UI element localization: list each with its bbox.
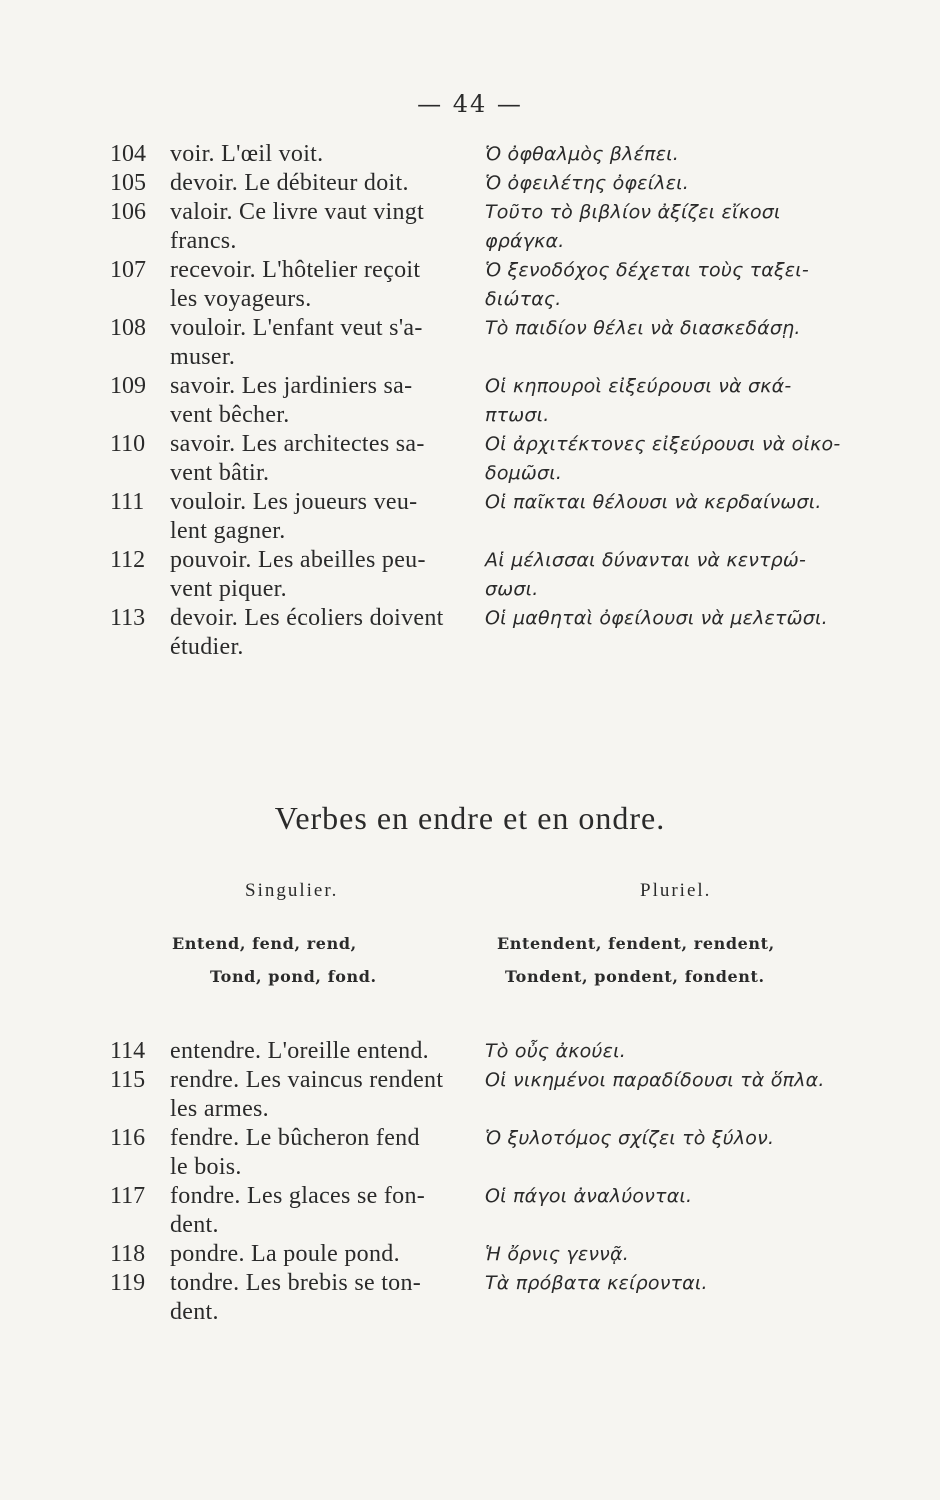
entry-number: 117 xyxy=(110,1183,146,1209)
entry-row xyxy=(110,1182,900,1240)
french-line: devoir. Le débiteur doit. xyxy=(170,170,409,196)
greek-text xyxy=(485,256,900,314)
entry-row xyxy=(110,604,900,662)
greek-text xyxy=(485,1037,900,1066)
greek-line: φράγκα. xyxy=(485,230,565,252)
french-text xyxy=(170,1240,485,1269)
greek-line: Τὸ παιδίον θέλει νὰ διασκεδάσῃ. xyxy=(485,317,801,339)
french-line: savoir. Les jardiniers sa- xyxy=(170,373,413,399)
greek-text xyxy=(485,604,900,662)
entry-number: 111 xyxy=(110,489,145,515)
greek-line: Ὁ ὀφθαλμὸς βλέπει. xyxy=(485,143,680,165)
plural-forms-2: Tondent, pondent, fondent. xyxy=(505,967,765,986)
entry-row xyxy=(110,314,900,372)
french-text xyxy=(170,430,485,488)
greek-line: δομῶσι. xyxy=(485,462,563,484)
greek-text xyxy=(485,488,900,546)
entry-number: 115 xyxy=(110,1067,146,1093)
greek-line: Αἱ μέλισσαι δύνανται νὰ κεντρώ- xyxy=(485,549,807,571)
french-line: le bois. xyxy=(170,1154,242,1180)
french-line: vouloir. L'enfant veut s'a- xyxy=(170,315,423,341)
french-line: pondre. La poule pond. xyxy=(170,1241,400,1267)
entry-number: 109 xyxy=(110,373,146,399)
entry-number: 114 xyxy=(110,1038,146,1064)
french-line: vent piquer. xyxy=(170,576,287,602)
french-text xyxy=(170,1124,485,1182)
plural-header: Pluriel. xyxy=(640,880,712,901)
entry-row xyxy=(110,1066,900,1124)
french-text xyxy=(170,169,485,198)
entry-row xyxy=(110,198,900,256)
greek-line: Οἱ πάγοι ἀναλύονται. xyxy=(485,1185,693,1207)
french-line: vouloir. Les joueurs veu- xyxy=(170,489,418,515)
french-line: francs. xyxy=(170,228,237,254)
entry-row xyxy=(110,1269,900,1327)
entry-row xyxy=(110,140,900,169)
french-line: fendre. Le bûcheron fend xyxy=(170,1125,420,1151)
greek-text xyxy=(485,1066,900,1124)
entry-row xyxy=(110,1037,900,1066)
greek-text xyxy=(485,430,900,488)
greek-line: Οἱ ἀρχιτέκτονες εἰξεύρουσι νὰ οἰκο- xyxy=(485,433,841,455)
french-line: fondre. Les glaces se fon- xyxy=(170,1183,426,1209)
section-title: Verbes en endre et en ondre. xyxy=(274,800,666,836)
french-text xyxy=(170,604,485,662)
entries-list-first xyxy=(110,140,900,662)
singular-header: Singulier. xyxy=(245,880,339,901)
greek-line: πτωσι. xyxy=(485,404,550,426)
entry-number: 110 xyxy=(110,431,146,457)
greek-text xyxy=(485,1182,900,1240)
french-line: les voyageurs. xyxy=(170,286,312,312)
singular-forms-1: Entend, fend, rend, xyxy=(172,934,357,953)
french-text xyxy=(170,1066,485,1124)
french-text xyxy=(170,1269,485,1327)
french-text xyxy=(170,314,485,372)
entry-number: 119 xyxy=(110,1270,146,1296)
french-line: voir. L'œil voit. xyxy=(170,141,324,167)
french-text xyxy=(170,372,485,430)
french-line: dent. xyxy=(170,1299,219,1325)
french-text xyxy=(170,256,485,314)
entry-number: 108 xyxy=(110,315,146,341)
french-text xyxy=(170,140,485,169)
french-line: rendre. Les vaincus rendent xyxy=(170,1067,444,1093)
greek-text xyxy=(485,169,900,198)
entry-number: 118 xyxy=(110,1241,146,1267)
entry-row xyxy=(110,488,900,546)
french-line: devoir. Les écoliers doivent xyxy=(170,605,444,631)
greek-text xyxy=(485,140,900,169)
french-line: pouvoir. Les abeilles peu- xyxy=(170,547,426,573)
french-text xyxy=(170,198,485,256)
greek-text xyxy=(485,1124,900,1182)
french-line: étudier. xyxy=(170,634,244,660)
greek-line: Οἱ κηπουροὶ εἰξεύρουσι νὰ σκά- xyxy=(485,375,792,397)
greek-text xyxy=(485,198,900,256)
entry-row xyxy=(110,1240,900,1269)
french-line: tondre. Les brebis se ton- xyxy=(170,1270,422,1296)
french-text xyxy=(170,546,485,604)
greek-line: Τὰ πρόβατα κείρονται. xyxy=(485,1272,708,1294)
entry-number: 112 xyxy=(110,547,146,573)
entry-number: 116 xyxy=(110,1125,146,1151)
entry-row xyxy=(110,169,900,198)
greek-line: διώτας. xyxy=(485,288,562,310)
entry-number: 113 xyxy=(110,605,146,631)
french-text xyxy=(170,1037,485,1066)
greek-line: Ὁ ξυλοτόμος σχίζει τὸ ξύλον. xyxy=(485,1127,775,1149)
page-number: — 44 — xyxy=(417,90,523,118)
greek-line: Οἱ νικημένοι παραδίδουσι τὰ ὅπλα. xyxy=(485,1069,825,1091)
entries-list-second xyxy=(110,1037,900,1327)
entry-number: 107 xyxy=(110,257,146,283)
french-line: les armes. xyxy=(170,1096,269,1122)
greek-line: Ἡ ὄρνις γεννᾷ. xyxy=(485,1243,629,1265)
entry-row xyxy=(110,256,900,314)
greek-text xyxy=(485,1269,900,1327)
greek-text xyxy=(485,1240,900,1269)
entry-number: 104 xyxy=(110,141,146,167)
french-line: vent bâtir. xyxy=(170,460,270,486)
greek-line: Οἱ μαθηταὶ ὀφείλουσι νὰ μελετῶσι. xyxy=(485,607,828,629)
french-line: savoir. Les architectes sa- xyxy=(170,431,425,457)
entry-number: 105 xyxy=(110,170,146,196)
french-line: valoir. Ce livre vaut vingt xyxy=(170,199,425,225)
greek-text xyxy=(485,314,900,372)
greek-line: Τὸ οὖς ἀκούει. xyxy=(485,1040,626,1062)
entry-row xyxy=(110,372,900,430)
french-text xyxy=(170,1182,485,1240)
greek-line: Οἱ παῖκται θέλουσι νὰ κερδαίνωσι. xyxy=(485,491,822,513)
greek-line: Ὁ ὀφειλέτης ὀφείλει. xyxy=(485,172,690,194)
french-line: entendre. L'oreille entend. xyxy=(170,1038,429,1064)
entry-number: 106 xyxy=(110,199,146,225)
entry-row xyxy=(110,430,900,488)
french-line: muser. xyxy=(170,344,236,370)
greek-line: σωσι. xyxy=(485,578,539,600)
entry-row xyxy=(110,1124,900,1182)
plural-forms-1: Entendent, fendent, rendent, xyxy=(497,934,775,953)
french-line: vent bêcher. xyxy=(170,402,290,428)
greek-line: Τοῦτο τὸ βιβλίον ἀξίζει εἴκοσι xyxy=(485,201,781,223)
french-text xyxy=(170,488,485,546)
french-line: dent. xyxy=(170,1212,219,1238)
french-line: lent gagner. xyxy=(170,518,286,544)
entry-row xyxy=(110,546,900,604)
greek-text xyxy=(485,372,900,430)
greek-line: Ὁ ξενοδόχος δέχεται τοὺς ταξει- xyxy=(485,259,809,281)
singular-forms-2: Tond, pond, fond. xyxy=(210,967,377,986)
french-line: recevoir. L'hôtelier reçoit xyxy=(170,257,421,283)
greek-text xyxy=(485,546,900,604)
